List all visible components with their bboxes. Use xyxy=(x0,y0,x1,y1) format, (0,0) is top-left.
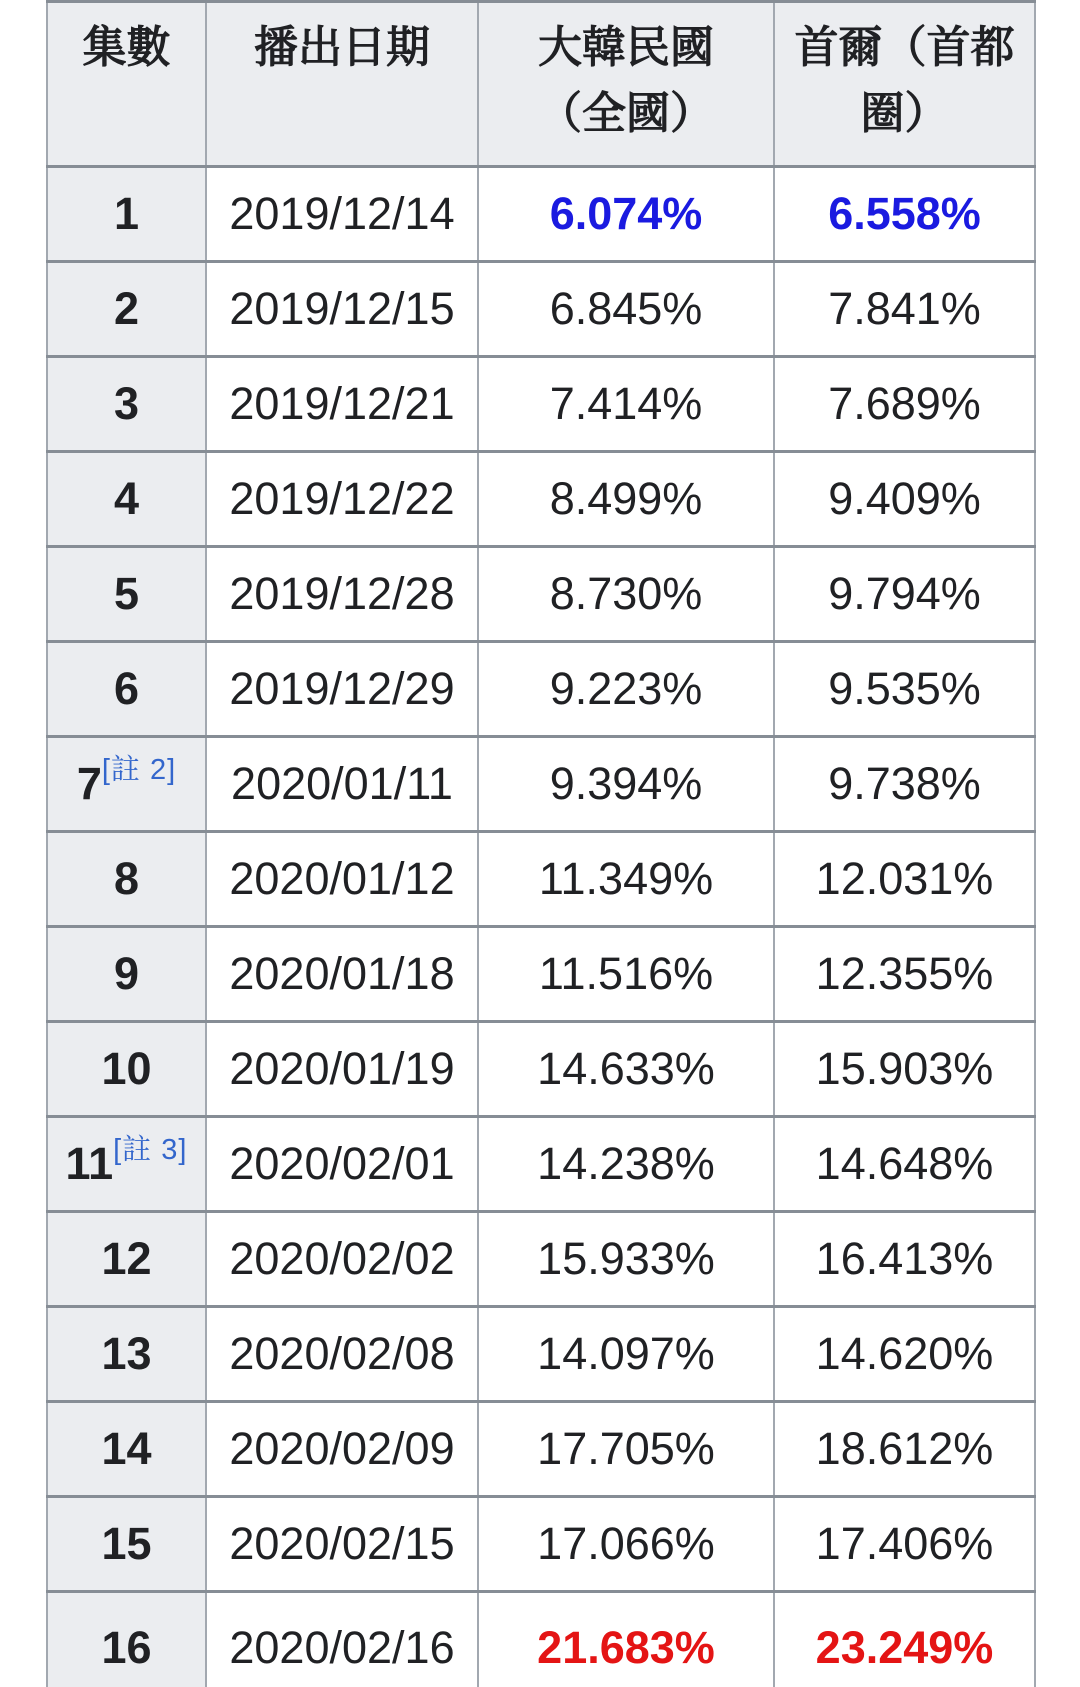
rating-seoul-cell: 9.738% xyxy=(774,737,1035,832)
episode-cell xyxy=(47,262,206,357)
column-header-line: 集數 xyxy=(82,23,171,72)
rating-seoul-cell: 23.249% xyxy=(774,1592,1035,1687)
rating-nationwide-cell: 8.730% xyxy=(478,547,774,642)
date-cell: 2020/02/08 xyxy=(206,1307,478,1402)
episode-cell xyxy=(47,737,206,832)
table-row-episode-14 xyxy=(47,1402,1035,1497)
date-cell: 2020/02/01 xyxy=(206,1117,478,1212)
rating-nationwide-cell: 15.933% xyxy=(478,1212,774,1307)
rating-seoul-cell: 7.689% xyxy=(774,357,1035,452)
table-row-episode-8 xyxy=(47,832,1035,927)
date-cell: 2020/02/09 xyxy=(206,1402,478,1497)
ratings-table xyxy=(46,0,1036,1687)
table-row-episode-7 xyxy=(47,737,1035,832)
rating-nationwide-cell: 14.633% xyxy=(478,1022,774,1117)
episode-number: 6 xyxy=(113,663,140,714)
rating-nationwide-cell: 14.097% xyxy=(478,1307,774,1402)
column-header-line: 大韓民國 xyxy=(538,23,714,72)
table-row-episode-9 xyxy=(47,927,1035,1022)
column-header-episode xyxy=(47,2,206,167)
episode-cell xyxy=(47,1497,206,1592)
rating-seoul-cell: 14.620% xyxy=(774,1307,1035,1402)
rating-seoul-cell: 14.648% xyxy=(774,1117,1035,1212)
rating-nationwide-cell: 7.414% xyxy=(478,357,774,452)
episode-cell xyxy=(47,452,206,547)
episode-number: 15 xyxy=(101,1518,152,1569)
column-header-nationwide xyxy=(478,2,774,167)
episode-number: 4 xyxy=(113,473,140,524)
episode-cell xyxy=(47,167,206,262)
table-row-episode-12 xyxy=(47,1212,1035,1307)
episode-number: 7 xyxy=(76,758,102,809)
date-cell: 2020/01/12 xyxy=(206,832,478,927)
date-cell: 2019/12/28 xyxy=(206,547,478,642)
table-row-episode-1 xyxy=(47,167,1035,262)
rating-nationwide-cell: 11.349% xyxy=(478,832,774,927)
episode-number: 1 xyxy=(113,188,140,239)
column-header-line: 圈） xyxy=(860,89,949,138)
episode-number: 3 xyxy=(113,378,140,429)
rating-nationwide-cell: 17.066% xyxy=(478,1497,774,1592)
episode-cell xyxy=(47,1117,206,1212)
episode-cell xyxy=(47,642,206,737)
rating-seoul-cell: 9.535% xyxy=(774,642,1035,737)
table-row-episode-11 xyxy=(47,1117,1035,1212)
note-link[interactable]: [註 2] xyxy=(101,754,177,786)
rating-seoul-cell: 17.406% xyxy=(774,1497,1035,1592)
rating-seoul-cell: 9.409% xyxy=(774,452,1035,547)
date-cell: 2020/01/11 xyxy=(206,737,478,832)
header-row xyxy=(47,2,1035,167)
rating-nationwide-cell: 8.499% xyxy=(478,452,774,547)
rating-nationwide-cell: 21.683% xyxy=(478,1592,774,1687)
episode-cell xyxy=(47,832,206,927)
episode-cell xyxy=(47,1592,206,1687)
rating-nationwide-cell: 9.394% xyxy=(478,737,774,832)
column-header-line: （全國） xyxy=(538,89,714,138)
episode-cell xyxy=(47,357,206,452)
table-header xyxy=(47,2,1035,167)
table-row-episode-16 xyxy=(47,1592,1035,1687)
column-header-line: 首爾（首都 xyxy=(794,23,1015,72)
episode-number: 14 xyxy=(101,1423,152,1474)
rating-seoul-cell: 12.031% xyxy=(774,832,1035,927)
date-cell: 2020/02/16 xyxy=(206,1592,478,1687)
date-cell: 2019/12/22 xyxy=(206,452,478,547)
episode-number: 11 xyxy=(65,1138,114,1189)
episode-cell xyxy=(47,547,206,642)
table-row-episode-6 xyxy=(47,642,1035,737)
rating-seoul-cell: 6.558% xyxy=(774,167,1035,262)
date-cell: 2019/12/15 xyxy=(206,262,478,357)
rating-nationwide-cell: 11.516% xyxy=(478,927,774,1022)
episode-number: 13 xyxy=(101,1328,152,1379)
episode-number: 16 xyxy=(101,1621,152,1673)
rating-nationwide-cell: 14.238% xyxy=(478,1117,774,1212)
note-link[interactable]: [註 3] xyxy=(113,1134,188,1166)
rating-seoul-cell: 7.841% xyxy=(774,262,1035,357)
date-cell: 2019/12/14 xyxy=(206,167,478,262)
date-cell: 2020/02/02 xyxy=(206,1212,478,1307)
rating-seoul-cell: 16.413% xyxy=(774,1212,1035,1307)
episode-cell xyxy=(47,1307,206,1402)
episode-number: 2 xyxy=(113,283,140,334)
rating-nationwide-cell: 9.223% xyxy=(478,642,774,737)
table-row-episode-15 xyxy=(47,1497,1035,1592)
date-cell: 2020/01/18 xyxy=(206,927,478,1022)
rating-nationwide-cell: 17.705% xyxy=(478,1402,774,1497)
rating-seoul-cell: 18.612% xyxy=(774,1402,1035,1497)
table-row-episode-13 xyxy=(47,1307,1035,1402)
date-cell: 2020/02/15 xyxy=(206,1497,478,1592)
table-row-episode-2 xyxy=(47,262,1035,357)
column-header-date xyxy=(206,2,478,167)
rating-seoul-cell: 15.903% xyxy=(774,1022,1035,1117)
episode-number: 5 xyxy=(113,568,140,619)
rating-seoul-cell: 12.355% xyxy=(774,927,1035,1022)
column-header-seoul xyxy=(774,2,1035,167)
episode-cell xyxy=(47,1402,206,1497)
episode-cell xyxy=(47,927,206,1022)
episode-number: 8 xyxy=(113,853,140,904)
table-row-episode-10 xyxy=(47,1022,1035,1117)
rating-nationwide-cell: 6.845% xyxy=(478,262,774,357)
rating-nationwide-cell: 6.074% xyxy=(478,167,774,262)
column-header-line: 播出日期 xyxy=(254,23,430,72)
date-cell: 2019/12/21 xyxy=(206,357,478,452)
episode-number: 10 xyxy=(101,1043,152,1094)
table-row-episode-3 xyxy=(47,357,1035,452)
table-row-episode-4 xyxy=(47,452,1035,547)
date-cell: 2019/12/29 xyxy=(206,642,478,737)
episode-cell xyxy=(47,1212,206,1307)
episode-number: 9 xyxy=(113,948,140,999)
episode-cell xyxy=(47,1022,206,1117)
date-cell: 2020/01/19 xyxy=(206,1022,478,1117)
table-row-episode-5 xyxy=(47,547,1035,642)
rating-seoul-cell: 9.794% xyxy=(774,547,1035,642)
episode-number: 12 xyxy=(101,1233,152,1284)
